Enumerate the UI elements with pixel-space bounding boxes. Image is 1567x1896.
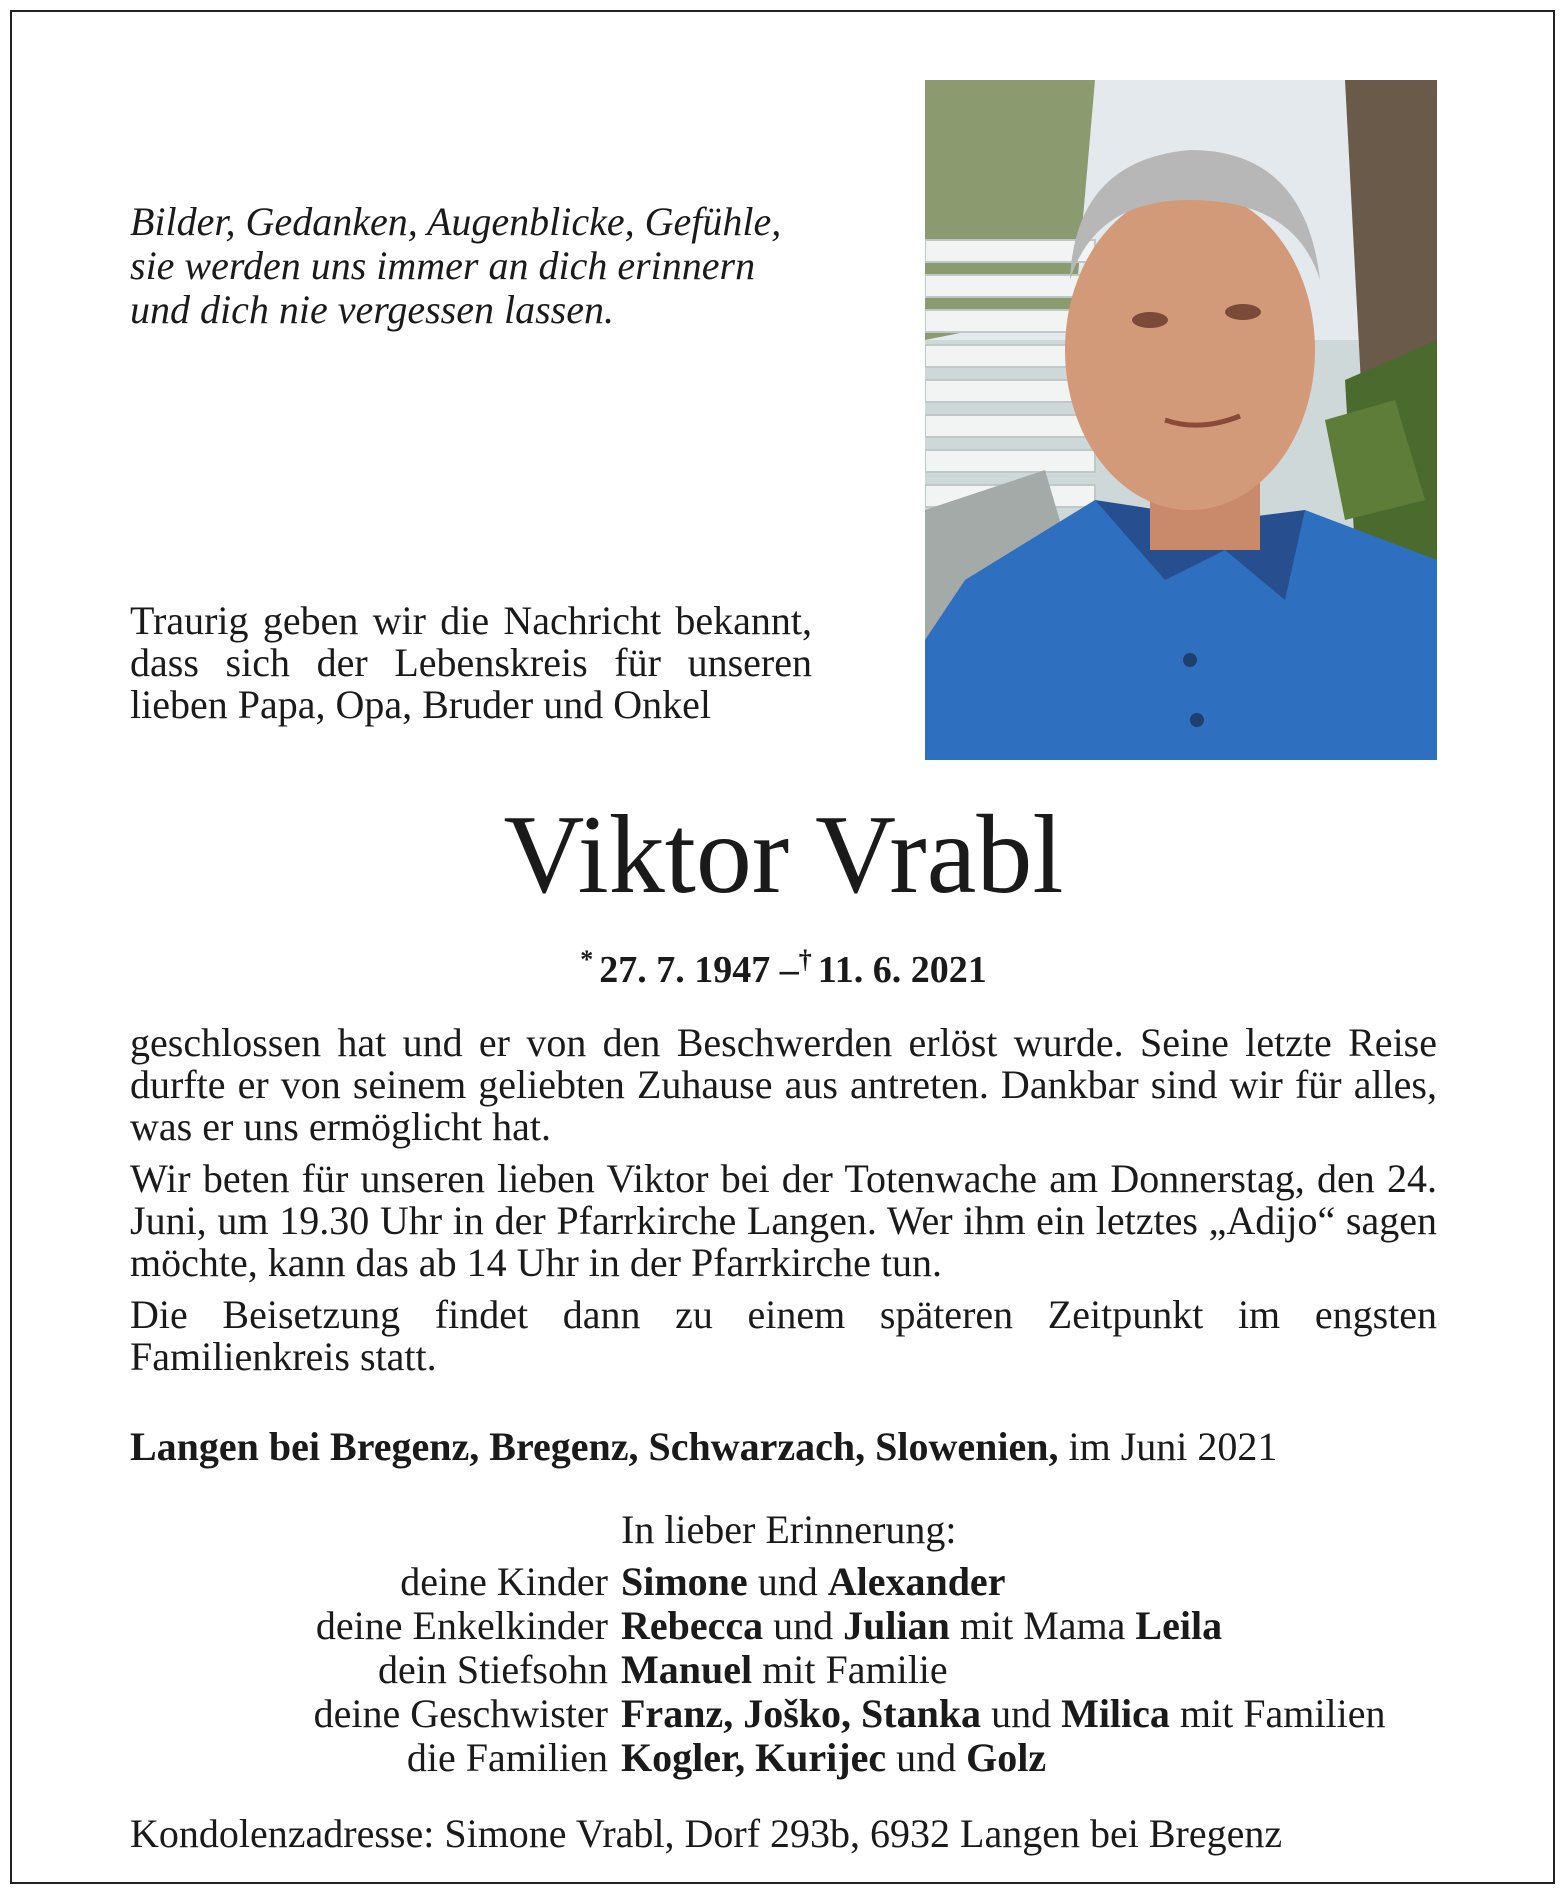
poem-line: sie werden uns immer an dich erinnern	[130, 243, 756, 288]
mourner-connector: mit Mama	[949, 1603, 1136, 1648]
mourner-name: Leila	[1135, 1603, 1223, 1648]
portrait-photo	[925, 80, 1437, 760]
body-paragraph: geschlossen hat und er von den Beschwerden erlöst wurde. Seine letzte Reise durfte er von seinem geliebten Zuhause aus antreten. Dankbar sind wir für alles, was er uns ermöglicht hat.	[130, 1020, 1437, 1149]
condolence-address: Kondolenzadresse: Simone Vrabl, Dorf 293b, 6932 Langen bei Bregenz	[130, 1811, 1283, 1856]
poem	[130, 200, 781, 332]
place-and-date	[130, 1425, 1437, 1469]
mourner-connector: und	[763, 1603, 844, 1648]
birth-symbol: *	[580, 945, 594, 974]
mourner-connector: mit Familien	[1169, 1691, 1386, 1736]
mourner-connector: mit Familie	[752, 1647, 948, 1692]
mourner-name: Franz, Joško, Stanka	[621, 1691, 982, 1736]
mourner-names	[621, 1560, 1005, 1604]
mourner-relation: deine Enkelkinder	[315, 1603, 608, 1648]
place-names: Langen bei Bregenz, Bregenz, Schwarzach, Slowenien,	[130, 1424, 1059, 1469]
mourner-row	[130, 1692, 1437, 1736]
poem-line: Bilder, Gedanken, Augenblicke, Gefühle,	[130, 199, 782, 244]
mourner-name: Julian	[843, 1603, 950, 1648]
mourner-name: Rebecca	[621, 1603, 764, 1648]
notice-date: im Juni 2021	[1058, 1424, 1278, 1469]
death-symbol: †	[798, 945, 812, 974]
mourner-name: Golz	[966, 1735, 1047, 1780]
date-separator: –	[779, 949, 799, 991]
intro-text: Traurig geben wir die Nachricht bekannt, dass sich der Lebenskreis für unseren lieben Papa, Opa, Bruder und Onkel	[130, 598, 812, 727]
birth-date: 27. 7. 1947	[599, 949, 771, 991]
mourner-name: Simone	[621, 1559, 748, 1604]
death-date: 11. 6. 2021	[817, 949, 987, 991]
mourner-relation: deine Geschwister	[313, 1691, 608, 1736]
mourner-connector: und	[747, 1559, 828, 1604]
mourners-list	[130, 1560, 1437, 1780]
mourner-name: Kogler, Kurijec	[621, 1735, 887, 1780]
mourner-row	[130, 1736, 1437, 1780]
mourner-names	[621, 1736, 1046, 1780]
mourner-name: Alexander	[827, 1559, 1006, 1604]
life-dates	[0, 938, 1567, 992]
portrait-icon	[925, 80, 1437, 760]
deceased-name: Viktor Vrabl	[503, 793, 1064, 917]
body-paragraph: Die Beisetzung findet dann zu einem späteren Zeitpunkt im engsten Familienkreis statt.	[130, 1292, 1437, 1379]
mourner-relation: deine Kinder	[400, 1559, 608, 1604]
mourner-connector: und	[981, 1691, 1062, 1736]
mourner-connector: und	[886, 1735, 967, 1780]
remembrance-heading: In lieber Erinnerung:	[621, 1507, 957, 1552]
mourner-row	[130, 1648, 1437, 1692]
mourner-row	[130, 1560, 1437, 1604]
mourner-relation: die Familien	[406, 1735, 608, 1780]
poem-line: und dich nie vergessen lassen.	[130, 287, 614, 332]
mourner-name: Milica	[1061, 1691, 1170, 1736]
mourner-names	[621, 1648, 948, 1692]
mourner-names	[621, 1692, 1385, 1736]
mourner-name: Manuel	[621, 1647, 753, 1692]
mourner-relation: dein Stiefsohn	[378, 1647, 608, 1692]
notice-body	[130, 1022, 1437, 1388]
body-paragraph: Wir beten für unseren lieben Viktor bei der Totenwache am Donnerstag, den 24. Juni, um 19.30 Uhr in der Pfarrkirche Langen. Wer ihm ein letztes „Adijo“ sagen möchte, kann das ab 14 Uhr in der Pfarrkirche tun.	[130, 1156, 1437, 1285]
mourner-names	[621, 1604, 1222, 1648]
mourner-row	[130, 1604, 1437, 1648]
